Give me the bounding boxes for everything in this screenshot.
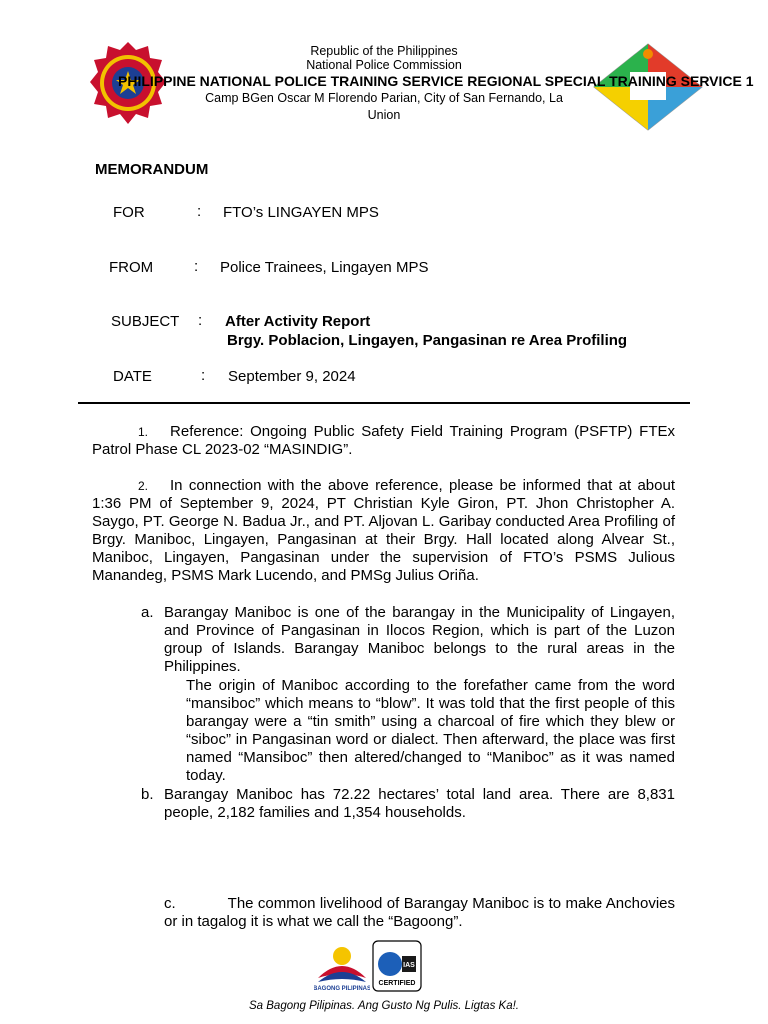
subject-line1: After Activity Report xyxy=(225,313,371,330)
date-value: September 9, 2024 xyxy=(228,368,356,385)
ias-badge-text: IAS xyxy=(403,962,415,969)
subject-label: SUBJECT xyxy=(111,313,180,330)
paragraph-1-text: Reference: Ongoing Public Safety Field Training Program (PSFTP) FTEx Patrol Phase CL 2023-02 “MASINDIG”. xyxy=(92,423,675,458)
header-org-title: PHILIPPINE NATIONAL POLICE TRAINING SERVICE REGIONAL SPECIAL TRAINING SERVICE 1 xyxy=(118,73,754,89)
item-c xyxy=(164,895,675,931)
header-divider xyxy=(78,402,690,404)
bagong-pilipinas-text: BAGONG PILIPINAS xyxy=(314,986,370,992)
certified-text: CERTIFIED xyxy=(378,980,416,987)
item-a-letter: a. xyxy=(141,604,154,621)
item-c-text: The common livelihood of Barangay Maniboc is to make Anchovies or in tagalog it is what we call the “Bagoong”. xyxy=(164,895,675,930)
date-colon: : xyxy=(201,367,206,384)
from-colon: : xyxy=(194,258,199,275)
header-address-line2: Union xyxy=(367,108,401,122)
bagong-pilipinas-logo xyxy=(314,940,370,992)
item-b-letter: b. xyxy=(141,786,154,803)
paragraph-2-text: In connection with the above reference, please be informed that at about 1:36 PM of September 9, 2024, PT Christian Kyle Giron, PT. Jhon Christopher A. Saygo, PT. George N. Badua Jr., and PT. Aljovan L. Garibay conducted Area Profiling of Brgy. Maniboc, Lingayen, Pangasinan at their Brgy. Hall located along Alvear St., Maniboc, Lingayen, Pangasinan under the supervision of FTO’s PSMS Julious Manandeg, PSMS Mark Lucendo, and PMSg Julius Oriña. xyxy=(92,477,675,584)
header-republic: Republic of the Philippines xyxy=(310,44,458,58)
from-value: Police Trainees, Lingayen MPS xyxy=(220,259,429,276)
subject-colon: : xyxy=(198,312,203,329)
for-value: FTO’s LINGAYEN MPS xyxy=(223,204,379,221)
for-label: FOR xyxy=(113,204,145,221)
paragraph-1 xyxy=(92,423,675,459)
item-a-text: Barangay Maniboc is one of the barangay in the Municipality of Lingayen, and Province of Pangasinan in Ilocos Region, which is part of the Luzon group of Islands. Barangay Maniboc belongs to the rural areas in the Philippines. xyxy=(164,604,675,675)
paragraph-1-number: 1. xyxy=(138,425,149,439)
item-b-text: Barangay Maniboc has 72.22 hectares’ total land area. There are 8,831 people, 2,182 families and 1,354 households. xyxy=(164,786,675,821)
from-label: FROM xyxy=(109,259,154,276)
header-commission: National Police Commission xyxy=(306,58,462,72)
header-address-line1: Camp BGen Oscar M Florendo Parian, City of San Fernando, La xyxy=(205,91,563,105)
date-label: DATE xyxy=(113,368,152,385)
footer-tagline: Sa Bagong Pilipinas. Ang Gusto Ng Pulis. Ligtas Ka!. xyxy=(249,1000,519,1012)
ias-certified-badge xyxy=(372,940,422,992)
paragraph-2 xyxy=(92,477,675,585)
paragraph-2-number: 2. xyxy=(138,479,149,493)
memo-heading: MEMORANDUM xyxy=(95,161,209,178)
for-colon: : xyxy=(197,203,202,220)
item-a-origin: The origin of Maniboc according to the forefather came from the word “mansiboc” which means to “blow”. It was told that the first people of this barangay were a “tin smith” using a charcoal of fire which they blew or “siboc” in Pangasinan word or dialect. Then afterward, the place was first named “Mansiboc” then altered/changed to “Maniboc” as it was named today. xyxy=(186,677,675,784)
item-c-letter: c. xyxy=(164,895,176,912)
subject-line2: Brgy. Poblacion, Lingayen, Pangasinan re Area Profiling xyxy=(227,332,628,349)
